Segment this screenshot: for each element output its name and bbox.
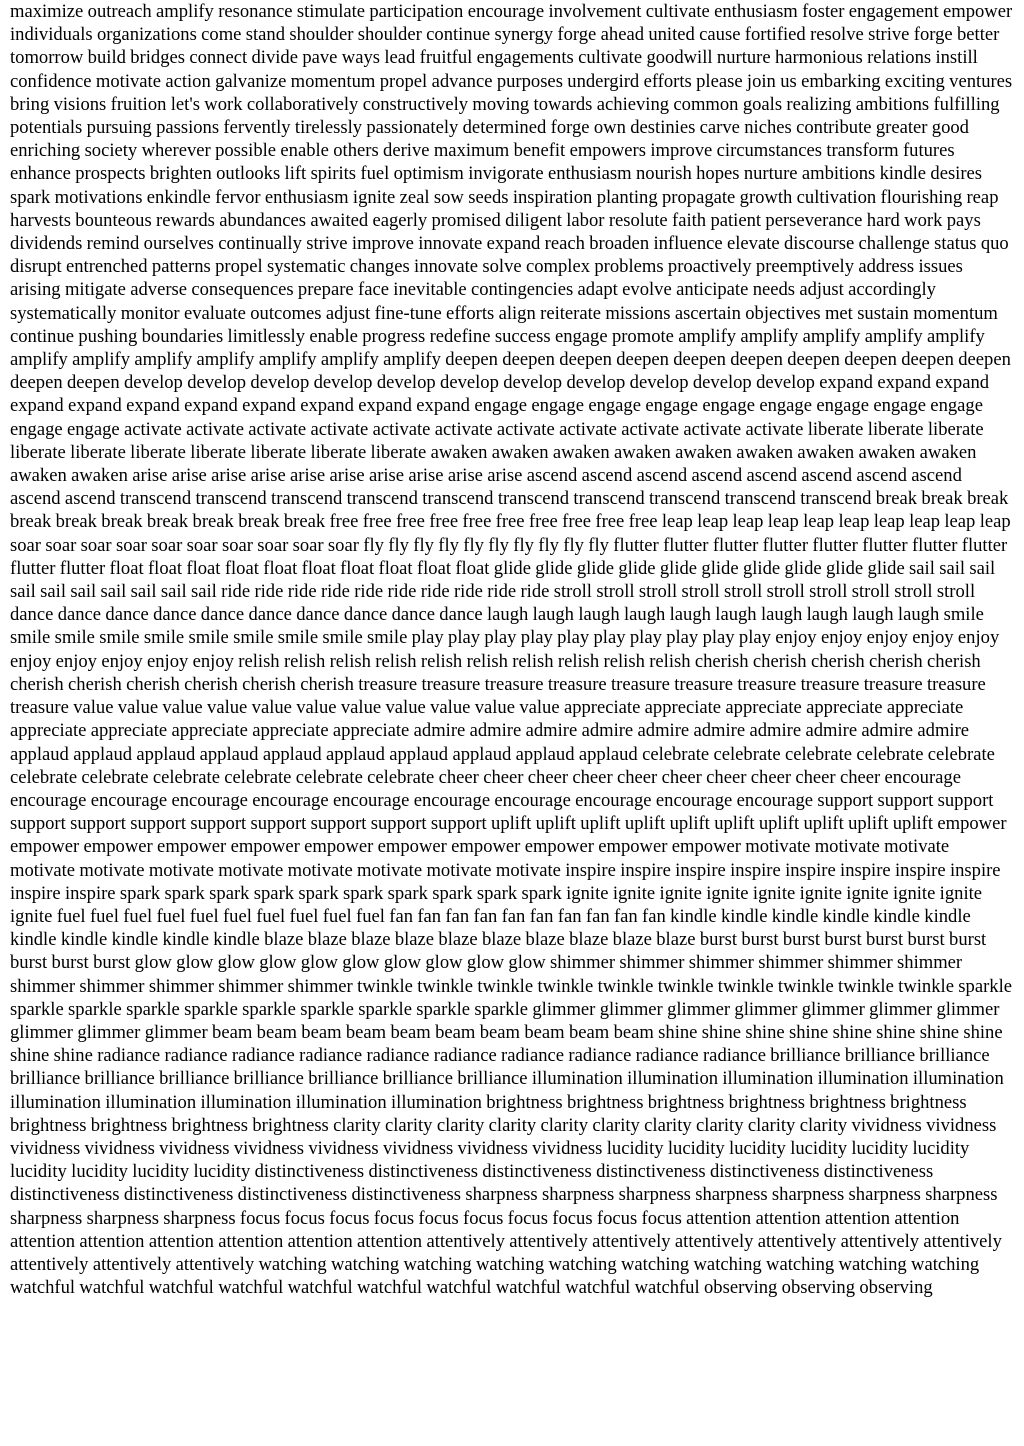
body-text-paragraph: maximize outreach amplify resonance stimulate participation encourage involvement cultivate enthusiasm foster engagement empower individuals organizations come stand shoulder shoulder continue synergy forge ahead united cause fortified resolve strive forge better tomorrow build bridges connect divide pave ways lead fruitful engagements cultivate goodwill nurture harmonious relations instill confidence motivate action galvanize momentum propel advance purposes undergird efforts please join us embarking exciting ventures bring visions fruition let's work collaboratively constructively moving towards achieving common goals realizing ambitions fulfilling potentials pursuing passions fervently tirelessly passionately determined forge own destinies carve niches contribute greater good enriching society wherever possible enable others derive maximum benefit empowers improve circumstances transform futures enhance prospects brighten outlooks lift spirits fuel optimism invigorate enthusiasm nourish hopes nurture ambitions kindle desires spark motivations enkindle fervor enthusiasm ignite zeal sow seeds inspiration planting propagate growth cultivation flourishing reap harvests bounteous rewards abundances awaited eagerly promised diligent labor resolute faith patient perseverance hard work pays dividends remind ourselves continually strive improve innovate expand reach broaden influence elevate discourse challenge status quo disrupt entrenched patterns propel systematic changes innovate solve complex problems proactively preemptively address issues arising mitigate adverse consequences prepare face inevitable contingencies adapt evolve anticipate needs adjust accordingly systematically monitor evaluate outcomes adjust fine-tune efforts align reiterate missions ascertain objectives met sustain momentum continue pushing boundaries limitlessly enable progress redefine success engage promote amplify amplify amplify amplify amplify amplify amplify amplify amplify amplify amplify amplify deepen deepen deepen deepen deepen deepen deepen deepen deepen deepen deepen deepen develop develop develop develop develop develop develop develop develop develop develop expand expand expand expand expand expand expand expand expand expand expand engage engage engage engage engage engage engage engage engage engage engage activate activate activate activate activate activate activate activate activate activate activate liberate liberate liberate liberate liberate liberate liberate liberate liberate liberate awaken awaken awaken awaken awaken awaken awaken awaken awaken awaken awaken arise arise arise arise arise arise arise arise arise arise ascend ascend ascend ascend ascend ascend ascend ascend ascend ascend transcend transcend transcend transcend transcend transcend transcend transcend transcend transcend break break break break break break break break break break free free free free free free free free free free leap leap leap leap leap leap leap leap leap leap soar soar soar soar soar soar soar soar soar soar fly fly fly fly fly fly fly fly fly fly flutter flutter flutter flutter flutter flutter flutter flutter flutter flutter float float float float float float float float float float glide glide glide glide glide glide glide glide glide glide sail sail sail sail sail sail sail sail sail sail ride ride ride ride ride ride ride ride ride ride stroll stroll stroll stroll stroll stroll stroll stroll stroll stroll dance dance dance dance dance dance dance dance dance dance laugh laugh laugh laugh laugh laugh laugh laugh laugh laugh smile smile smile smile smile smile smile smile smile smile play play play play play play play play play play enjoy enjoy enjoy enjoy enjoy enjoy enjoy enjoy enjoy enjoy relish relish relish relish relish relish relish relish relish relish cherish cherish cherish cherish cherish cherish cherish cherish cherish cherish cherish treasure treasure treasure treasure treasure treasure treasure treasure treasure treasure treasure value value value value value value value value value value value appreciate appreciate appreciate appreciate appreciate appreciate appreciate appreciate appreciate appreciate admire admire admire admire admire admire admire admire admire admire applaud applaud applaud applaud applaud applaud applaud applaud applaud applaud celebrate celebrate celebrate celebrate celebrate celebrate celebrate celebrate celebrate celebrate celebrate cheer cheer cheer cheer cheer cheer cheer cheer cheer cheer encourage encourage encourage encourage encourage encourage encourage encourage encourage encourage encourage support support support support support support support support support support support uplift uplift uplift uplift uplift uplift uplift uplift uplift uplift empower empower empower empower empower empower empower empower empower empower empower motivate motivate motivate motivate motivate motivate motivate motivate motivate motivate motivate inspire inspire inspire inspire inspire inspire inspire inspire inspire inspire spark spark spark spark spark spark spark spark spark spark ignite ignite ignite ignite ignite ignite ignite ignite ignite ignite fuel fuel fuel fuel fuel fuel fuel fuel fuel fuel fan fan fan fan fan fan fan fan fan fan kindle kindle kindle kindle kindle kindle kindle kindle kindle kindle kindle blaze blaze blaze blaze blaze blaze blaze blaze blaze blaze burst burst burst burst burst burst burst burst burst burst glow glow glow glow glow glow glow glow glow glow shimmer shimmer shimmer shimmer shimmer shimmer shimmer shimmer shimmer shimmer shimmer twinkle twinkle twinkle twinkle twinkle twinkle twinkle twinkle twinkle twinkle sparkle sparkle sparkle sparkle sparkle sparkle sparkle sparkle sparkle sparkle glimmer glimmer glimmer glimmer glimmer glimmer glimmer glimmer glimmer glimmer beam beam beam beam beam beam beam beam beam beam shine shine shine shine shine shine shine shine shine shine radiance radiance radiance radiance radiance radiance radiance radiance radiance radiance brilliance brilliance brilliance brilliance brilliance brilliance brilliance brilliance brilliance brilliance illumination illumination illumination illumination illumination illumination illumination illumination illumination illumination brightness brightness brightness brightness brightness brightness brightness brightness brightness brightness clarity clarity clarity clarity clarity clarity clarity clarity clarity clarity vividness vividness vividness vividness vividness vividness vividness vividness vividness vividness lucidity lucidity lucidity lucidity lucidity lucidity lucidity lucidity lucidity lucidity distinctiveness distinctiveness distinctiveness distinctiveness distinctiveness distinctiveness distinctiveness distinctiveness distinctiveness distinctiveness sharpness sharpness sharpness sharpness sharpness sharpness sharpness sharpness sharpness sharpness focus focus focus focus focus focus focus focus focus focus attention attention attention attention attention attention attention attention attention attention attentively attentively attentively attentively attentively attentively attentively attentively attentively attentively watching watching watching watching watching watching watching watching watching watching watchful watchful watchful watchful watchful watchful watchful watchful watchful watchful observing observing observing	[10, 1, 1013, 1299]
